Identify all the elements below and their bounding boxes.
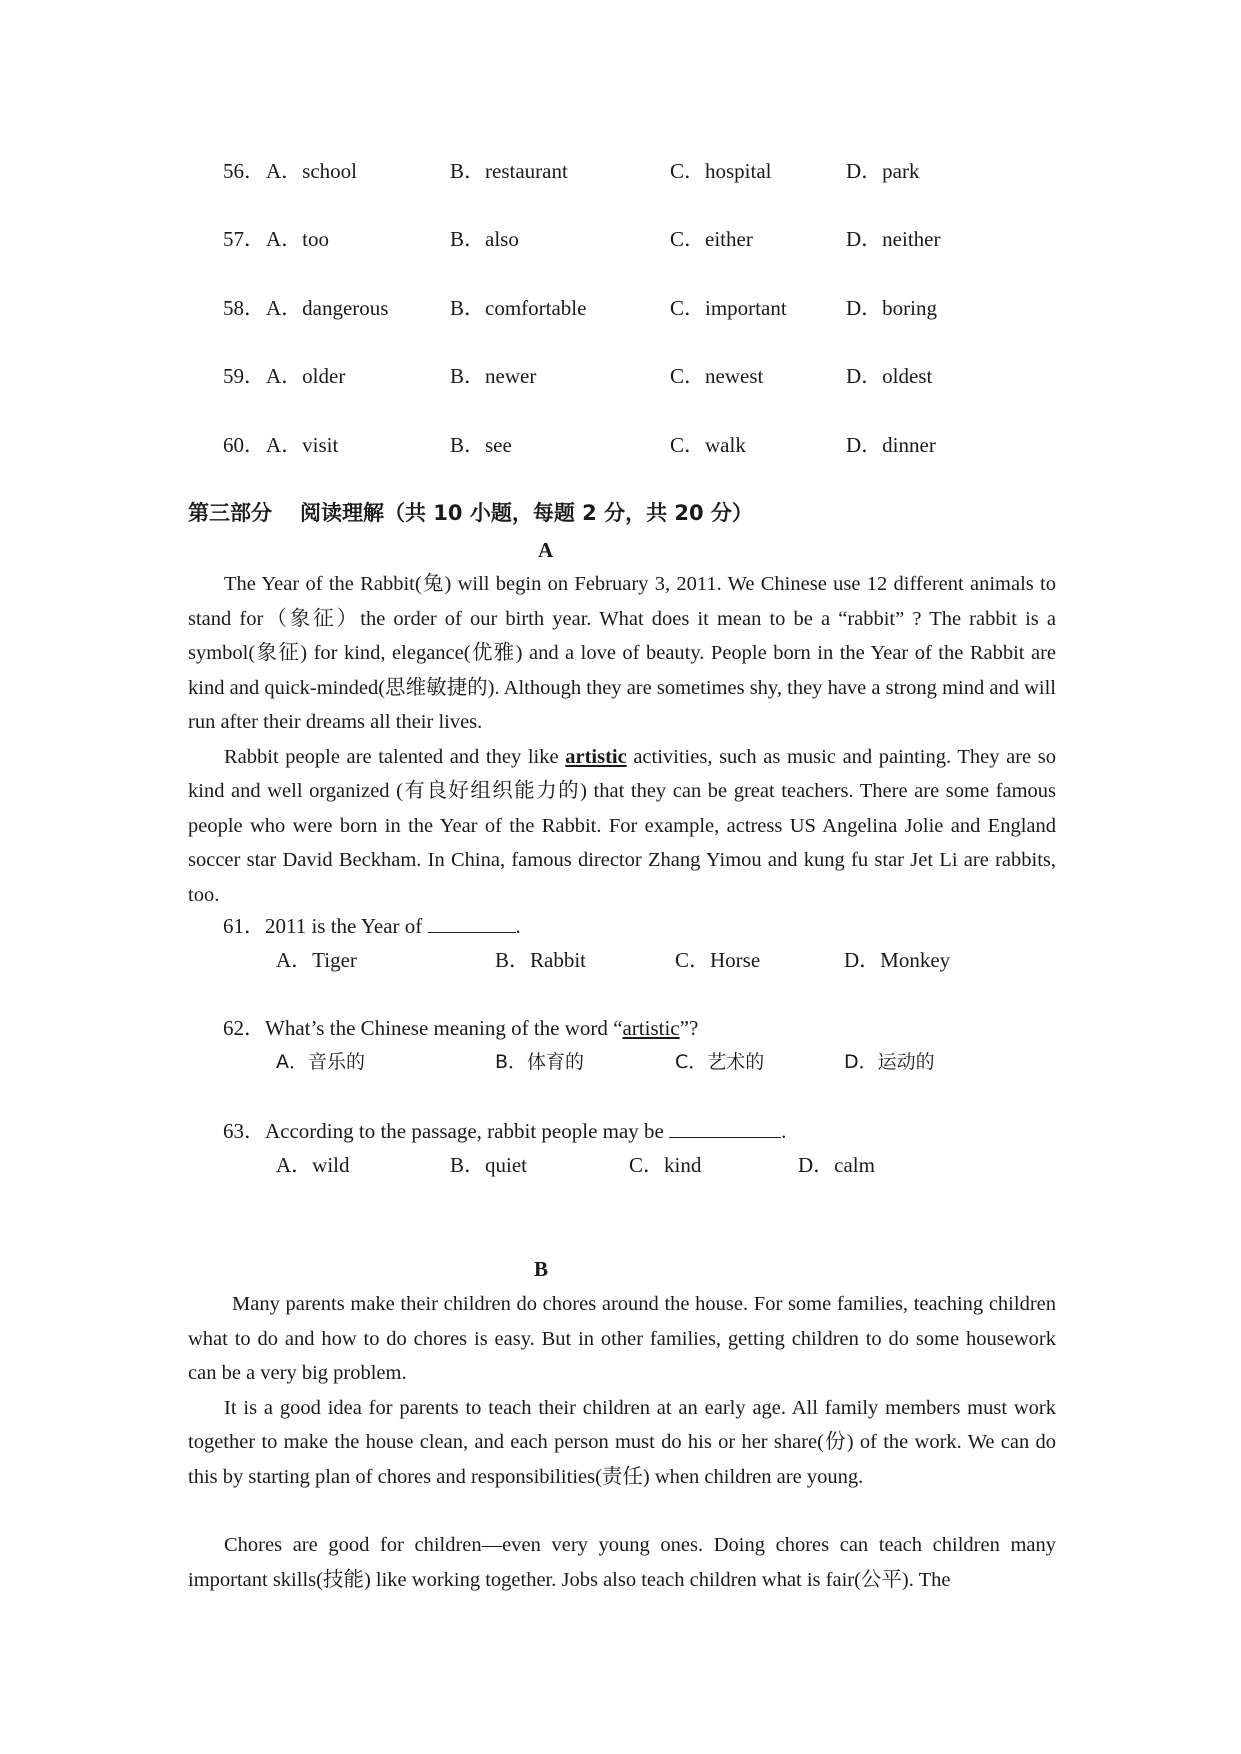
question-text-end: ”?	[679, 1016, 699, 1040]
option-c: C．important	[670, 296, 787, 320]
option-d: D．calm	[798, 1153, 875, 1177]
option-c: C．hospital	[670, 159, 772, 183]
option-c: C．either	[670, 227, 753, 251]
paragraph-text: activities, such as music and painting. They are so kind and well organized (有良好组织能力的) that they can be great teachers. There are some famous people who were born in the Year of the Rabbit. For example, actress US Angelina Jolie and England soccer star David Beckham. In China, famous director Zhang Yimou and kung fu star Jet Li are rabbits, too.	[188, 745, 1056, 906]
question-61-stem	[223, 910, 521, 942]
question-60	[223, 429, 1123, 461]
question-number: 59．	[223, 364, 265, 388]
passage-b-continued	[188, 1528, 1056, 1597]
passage-b-paragraph-2: It is a good idea for parents to teach their children at an early age. All family members must work together to make the house clean, and each person must do his or her share(份) of the work. We can do this by starting plan of chores and responsibilities(责任) when children are young.	[188, 1396, 1056, 1488]
passage-b-label: B	[534, 1257, 549, 1281]
option-b: B．see	[450, 433, 512, 457]
question-text: What’s the Chinese meaning of the word “	[265, 1016, 623, 1040]
passage-a-paragraph-1: The Year of the Rabbit(兔) will begin on February 3, 2011. We Chinese use 12 different animals to stand for（象征）the order of our birth year. What does it mean to be a “rabbit” ? The rabbit is a symbol(象征) for kind, elegance(优雅) and a love of beauty. People born in the Year of the Rabbit are kind and quick-minded(思维敏捷的). Although they are sometimes shy, they have a strong mind and will run after their dreams all their lives.	[188, 573, 1056, 733]
option-c: C．kind	[629, 1153, 702, 1177]
option-b: B．restaurant	[450, 159, 568, 183]
option-a: A．wild	[276, 1153, 350, 1177]
question-number: 57．	[223, 227, 265, 251]
answer-blank	[669, 1115, 781, 1138]
question-63-stem	[223, 1115, 786, 1147]
passage-a	[188, 567, 1056, 912]
option-d: D．neither	[846, 227, 941, 251]
question-text-end: .	[781, 1119, 787, 1143]
question-number: 63．	[223, 1119, 265, 1143]
question-number: 58．	[223, 296, 265, 320]
option-a: A．dangerous	[266, 296, 389, 320]
option-c: C．Horse	[675, 948, 761, 972]
passage-a-label: A	[538, 538, 554, 562]
option-c: C．walk	[670, 433, 746, 457]
question-number: 62．	[223, 1016, 265, 1040]
option-d: D．boring	[846, 296, 937, 320]
question-text: 2011 is the Year of	[265, 914, 428, 938]
option-a: A．too	[266, 227, 329, 251]
question-62-options: A．音乐的 B．体育的 C．艺术的 D．运动的	[276, 1051, 935, 1073]
question-number: 60．	[223, 433, 265, 457]
question-62-stem	[223, 1012, 698, 1044]
question-number: 56．	[223, 159, 265, 183]
option-b: B．newer	[450, 364, 537, 388]
option-b: B．comfortable	[450, 296, 587, 320]
section-title: 阅读理解（共 10 小题，每题 2 分，共 20 分）	[300, 501, 753, 525]
question-61-options	[276, 944, 1076, 976]
passage-a-paragraph-2	[188, 740, 1056, 913]
section-part: 第三部分	[188, 501, 272, 525]
key-word: artistic	[622, 1016, 680, 1040]
option-d: D．dinner	[846, 433, 936, 457]
option-d: D．park	[846, 159, 920, 183]
question-text-end: .	[515, 914, 521, 938]
question-number: 61．	[223, 914, 265, 938]
passage-b	[188, 1287, 1056, 1494]
option-a: A．Tiger	[276, 948, 357, 972]
paragraph-text: Rabbit people are talented and they like	[224, 745, 566, 768]
section-heading	[188, 497, 753, 529]
answer-blank	[428, 910, 516, 933]
question-56	[223, 155, 1123, 187]
question-58	[223, 292, 1123, 324]
option-a: A．visit	[266, 433, 339, 457]
option-c: C．newest	[670, 364, 764, 388]
option-d: D．Monkey	[844, 948, 951, 972]
passage-b-paragraph-1: Many parents make their children do chores around the house. For some families, teaching children what to do and how to do chores is easy. But in other families, getting children to do some housework can be a very big problem.	[188, 1293, 1056, 1384]
option-b: B．quiet	[450, 1153, 527, 1177]
key-word: artistic	[565, 745, 627, 768]
option-b: B．Rabbit	[495, 948, 587, 972]
option-d: D．oldest	[846, 364, 933, 388]
question-63-options	[276, 1149, 1076, 1181]
option-a: A．school	[266, 159, 357, 183]
option-a: A．older	[266, 364, 346, 388]
option-b: B．also	[450, 227, 519, 251]
question-59	[223, 360, 1123, 392]
passage-b-paragraph-3: Chores are good for children—even very young ones. Doing chores can teach children many important skills(技能) like working together. Jobs also teach children what is fair(公平). The	[188, 1534, 1056, 1591]
question-text: According to the passage, rabbit people may be	[265, 1119, 670, 1143]
question-57	[223, 223, 1123, 255]
